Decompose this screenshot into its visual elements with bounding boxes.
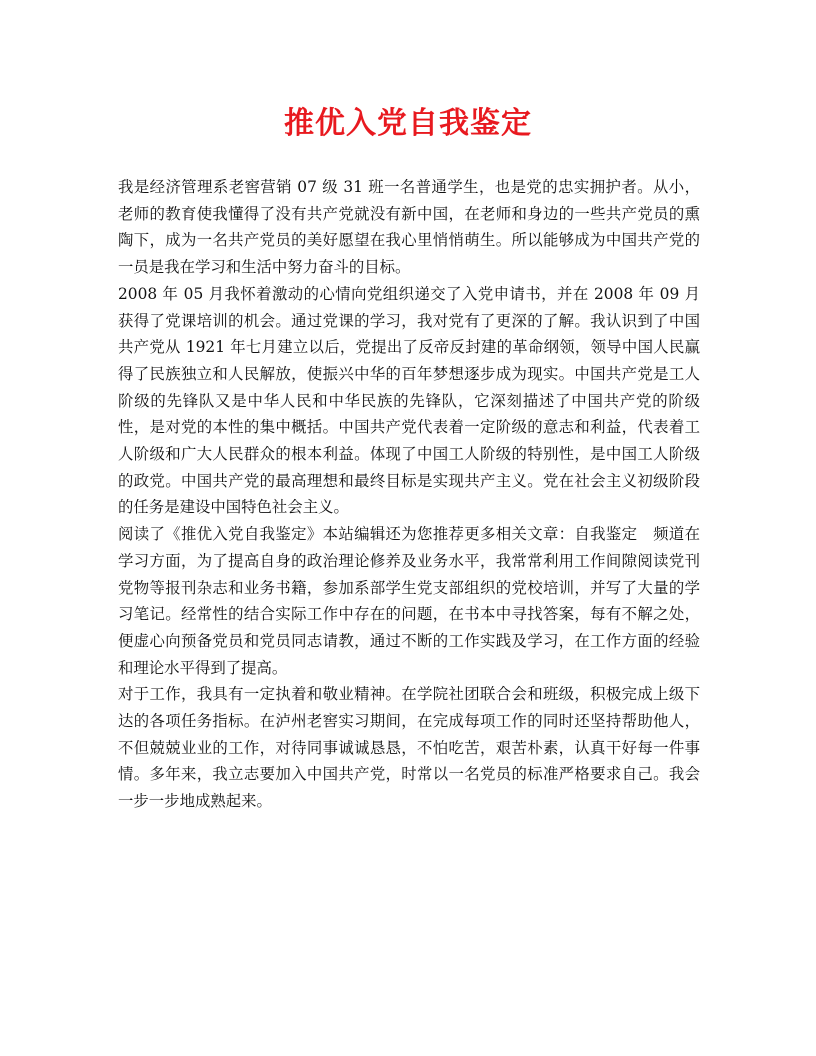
paragraph-work: 对于工作，我具有一定执着和敬业精神。在学院社团联合会和班级，积极完成上级下达的各项任务指标。在泸州老窖实习期间，在完成每项工作的同时还坚持帮助他人，不但兢兢业业的工作，对待同事诚诚恳恳，不怕吃苦，艰苦朴素，认真干好每一件事情。多年来，我立志要加入中国共产党，时常以一名党员的标准严格要求自己。我会一步一步地成熟起来。	[118, 685, 700, 811]
document-body	[118, 174, 700, 815]
document-title: 推优入党自我鉴定	[284, 106, 532, 141]
paragraph-study: 阅读了《推优入党自我鉴定》本站编辑还为您推荐更多相关文章：自我鉴定 频道在学习方面，为了提高自身的政治理论修养及业务水平，我常常利用工作间隙阅读党刊党物等报刊杂志和业务书籍，参加系部学生党支部组织的党校培训，并写了大量的学习笔记。经常性的结合实际工作中存在的问题，在书本中寻找答案，每有不解之处，便虚心向预备党员和党员同志请教，通过不断的工作实践及学习，在工作方面的经验和理论水平得到了提高。	[118, 525, 700, 677]
paragraph-party-course: 2008 年 05 月我怀着激动的心情向党组织递交了入党申请书，并在 2008 年 09 月获得了党课培训的机会。通过党课的学习，我对党有了更深的了解。我认识到了中国共产党从 1921 年七月建立以后，党提出了反帝反封建的革命纲领，领导中国人民赢得了民族独立和人民解放，使振兴中华的百年梦想逐步成为现实。中国共产党是工人阶级的先锋队又是中华人民和中华民族的先锋队，它深刻描述了中国共产党的阶级性，是对党的本性的集中概括。中国共产党代表着一定阶级的意志和利益，代表着工人阶级和广大人民群众的根本利益。体现了中国工人阶级的特别性，是中国工人阶级的政党。中国共产党的最高理想和最终目标是实现共产主义。党在社会主义初级阶段的任务是建设中国特色社会主义。	[118, 284, 701, 517]
paragraph-intro: 我是经济管理系老窖营销 07 级 31 班一名普通学生，也是党的忠实拥护者。从小，老师的教育使我懂得了没有共产党就没有新中国，在老师和身边的一些共产党员的熏陶下，成为一名共产党员的美好愿望在我心里悄悄萌生。所以能够成为中国共产党的一员是我在学习和生活中努力奋斗的目标。	[118, 178, 700, 277]
